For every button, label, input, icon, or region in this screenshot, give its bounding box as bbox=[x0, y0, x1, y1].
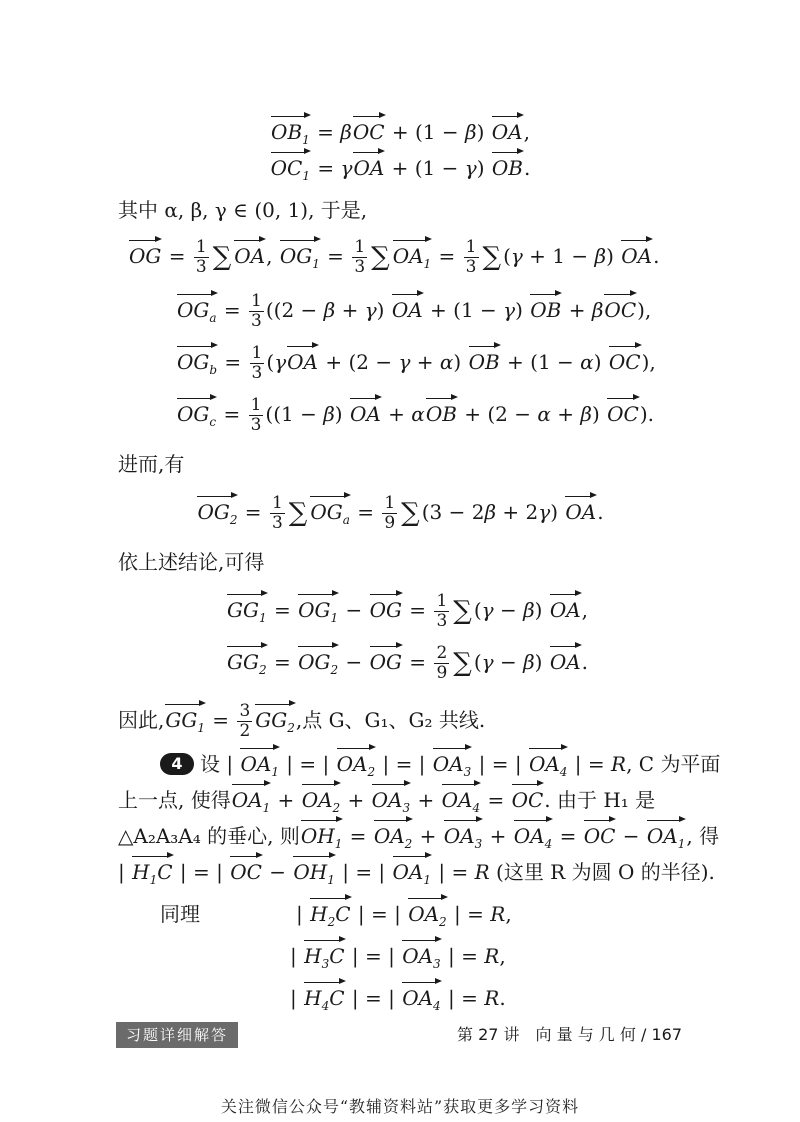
equation-og: OG = $\frac{1}{3}$ ∑ OA, $OG_1$ = $\frac{1}{3}$ ∑ $OA_1$ = $\frac{1}{3}$ ∑ (γ + 1 − β) OA. bbox=[129, 237, 660, 277]
text-yishang: 依上述结论,可得 bbox=[118, 550, 265, 574]
equation-ogc: $OG_c$ = $\frac{1}{3}$ ((1 − β) OA + αOB + (2 − α + β) OC). bbox=[177, 395, 654, 435]
text-qizhong: 其中 α, β, γ ∈ (0, 1), 于是, bbox=[118, 198, 368, 222]
equation-ob1: $OB_1 = \beta OC + (1 - \beta)$ OA, bbox=[0, 118, 800, 154]
equation-ogb: $OG_b$ = $\frac{1}{3}$ (γOA + (2 − γ + α) OB + (1 − α) OC), bbox=[177, 343, 656, 383]
equation-og2: $OG_2$ = $\frac{1}{3}$ ∑ $OG_a$ = $\frac{1}{9}$ ∑ (3 − 2β + 2γ) OA. bbox=[197, 493, 604, 533]
problem-4-line-3: △A₂A₃A₄ 的垂心, 则$OH_1 = OA_2 + OA_3 + OA_4$ = OC − $OA_1$, 得 bbox=[118, 822, 719, 858]
equation-oga: $OG_a$ = $\frac{1}{3}$ ((2 − β + γ) OA + (1 − γ) OB + βOC), bbox=[177, 291, 652, 331]
equation-gg2: $GG_2 = OG_2$ − OG = $\frac{2}{9}$ ∑ (γ − β) OA. bbox=[227, 643, 589, 683]
equation-h3c: | $H_3C$ | = | $OA_3$ | = R, bbox=[290, 942, 506, 978]
equation-oc1: $OC_1 = \gamma OA + (1 - \gamma)$ OB. bbox=[0, 154, 800, 190]
equation-gg1: $GG_1 = OG_1$ − OG = $\frac{1}{3}$ ∑ (γ − β) OA, bbox=[227, 591, 589, 631]
equation-h4c: | $H_4C$ | = | $OA_4$ | = R. bbox=[290, 984, 506, 1020]
watermark-text: 关注微信公众号“教辅资料站”获取更多学习资料 bbox=[220, 1097, 580, 1116]
footer-section-tag: 习题详细解答 bbox=[116, 1022, 238, 1048]
equation-h2c: | $H_2C$ | = | $OA_2$ | = R, bbox=[296, 900, 512, 936]
text-yinci: 因此$,GG_1$ = $\frac{3}{2}$ $GG_2$,点 G、G₁、G₂ 共线. bbox=[118, 701, 486, 741]
problem-4-line-1: 4 设 | $OA_1$ | = | $OA_2$ | = | $OA_3$ | = | $OA_4$ | = R, C 为平面 bbox=[160, 750, 720, 786]
problem-number-badge: 4 bbox=[160, 753, 194, 775]
text-tongli: 同理 bbox=[160, 902, 200, 926]
problem-4-line-4: | $H_1C$ | = | OC − $OH_1$ | = | $OA_1$ | = R (这里 R 为圆 O 的半径). bbox=[118, 858, 715, 894]
text-jiner: 进而,有 bbox=[118, 452, 185, 476]
footer-page-info: 第 27 讲 向 量 与 几 何 / 167 bbox=[457, 1025, 682, 1044]
problem-4-line-2: 上一点, 使得$OA_1 + OA_2 + OA_3 + OA_4$ = OC. 由于 H₁ 是 bbox=[118, 786, 655, 822]
